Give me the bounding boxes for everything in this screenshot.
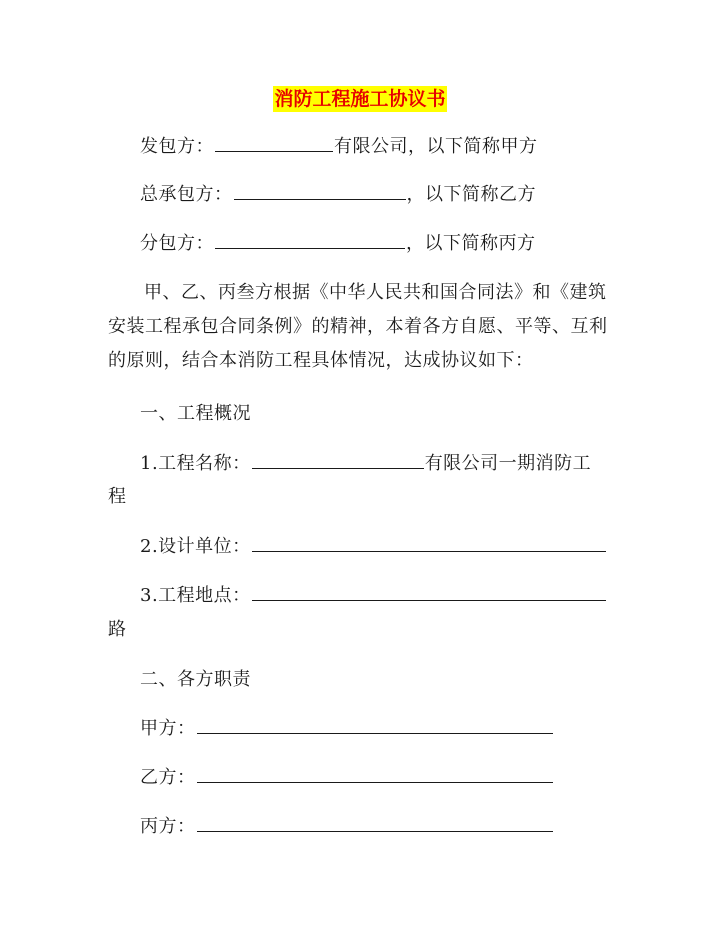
project-name-label: 1.工程名称：	[140, 453, 251, 474]
title-row	[0, 86, 720, 112]
party-b-suffix: ，以下简称乙方	[406, 184, 536, 205]
duty-c-line	[140, 816, 554, 838]
party-c-label: 分包方：	[140, 233, 214, 254]
duty-a-blank	[197, 718, 553, 734]
party-b-blank	[234, 184, 406, 200]
project-site-line	[140, 585, 607, 607]
duty-b-label: 乙方：	[140, 767, 196, 788]
project-name-suffix: 有限公司一期消防工	[424, 453, 592, 474]
party-a-blank	[215, 136, 333, 152]
design-unit-blank	[252, 536, 606, 552]
project-name-wrap: 程	[108, 486, 127, 507]
duty-a-label: 甲方：	[140, 718, 196, 739]
section2-heading: 二、各方职责	[140, 669, 251, 690]
duty-b-line	[140, 767, 554, 789]
project-site-wrap: 路	[108, 619, 127, 640]
duty-b-blank	[197, 767, 553, 783]
project-name-line	[140, 453, 591, 475]
party-c-suffix: ，以下简称丙方	[406, 233, 536, 254]
project-site-label: 3.工程地点：	[140, 585, 251, 606]
intro-paragraph: 甲、乙、丙叁方根据《中华人民共和国合同法》和《建筑安装工程承包合同条例》的精神，本着各方自愿、平等、互利的原则，结合本消防工程具体情况，达成协议如下：	[108, 282, 608, 371]
duty-c-blank	[197, 816, 553, 832]
project-site-blank	[252, 585, 606, 601]
design-unit-label: 2.设计单位：	[140, 536, 251, 557]
party-a-label: 发包方：	[140, 136, 214, 157]
design-unit-line	[140, 536, 607, 558]
party-a-line	[140, 136, 538, 158]
duty-c-label: 丙方：	[140, 816, 196, 837]
party-c-blank	[215, 233, 405, 249]
section1-heading: 一、工程概况	[140, 403, 251, 424]
duty-a-line	[140, 718, 554, 740]
party-c-line	[140, 233, 536, 255]
party-b-label: 总承包方：	[140, 184, 233, 205]
document-title: 消防工程施工协议书	[274, 88, 446, 110]
party-a-suffix: 有限公司，以下简称甲方	[334, 136, 538, 157]
party-b-line	[140, 184, 536, 206]
project-name-blank	[252, 453, 424, 469]
